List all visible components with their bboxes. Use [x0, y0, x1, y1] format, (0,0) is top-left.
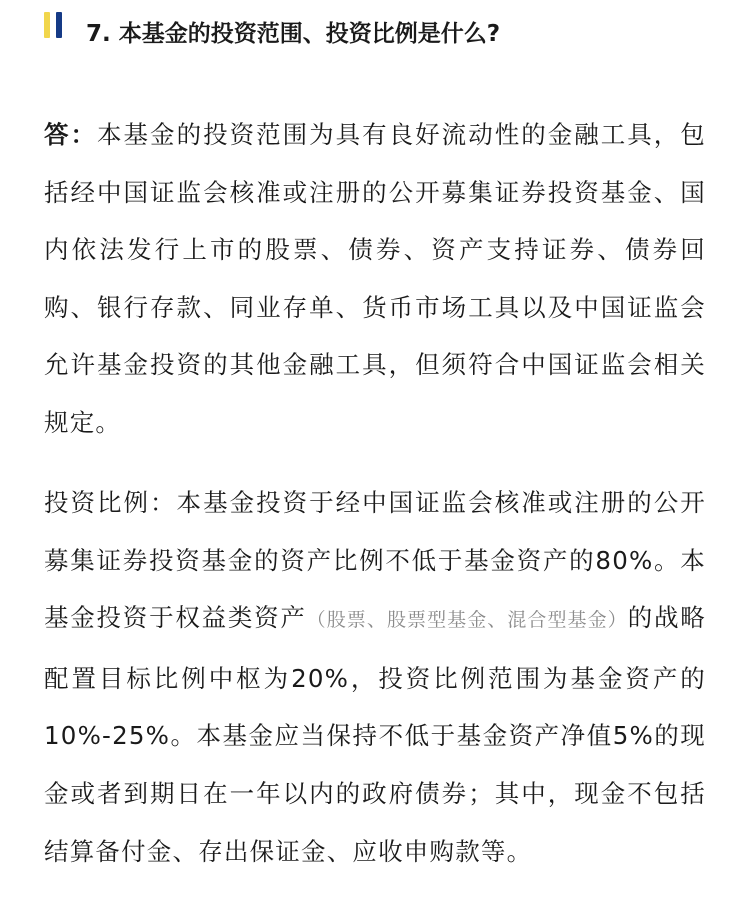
section-heading: [44, 10, 724, 52]
ratio-note: （股票、股票型基金、混合型基金）: [306, 609, 628, 632]
answer-text: 本基金的投资范围为具有良好流动性的金融工具，包括经中国证监会核准或注册的公开募集证券投资基金、国内依法发行上市的股票、债券、资产支持证券、债券回购、银行存款、同业存单、货币市场工具以及中国证监会允许基金投资的其他金融工具，但须符合中国证监会相关规定。: [44, 120, 706, 437]
ratio-text-1: 投资比例：本基金投资于经中国证监会核准或注册的公开募集证券投资基金的资产比例不低于基金资产的80%。本基金投资于权益类资产: [44, 488, 706, 633]
heading-marker-icon: [44, 12, 62, 38]
marker-bar-yellow: [44, 12, 50, 38]
answer-label: 答：: [44, 120, 98, 149]
answer-paragraph: [44, 106, 706, 452]
marker-bar-blue: [56, 12, 62, 38]
page-title: 7. 本基金的投资范围、投资比例是什么?: [86, 20, 501, 47]
ratio-text-2: 的战略配置目标比例中枢为20%，投资比例范围为基金资产的10%-25%。本基金应当保持不低于基金资产净值5%的现金或者到期日在一年以内的政府债券；其中，现金不包括结算备付金、存出保证金、应收申购款等。: [44, 603, 706, 866]
ratio-paragraph: [44, 474, 706, 880]
